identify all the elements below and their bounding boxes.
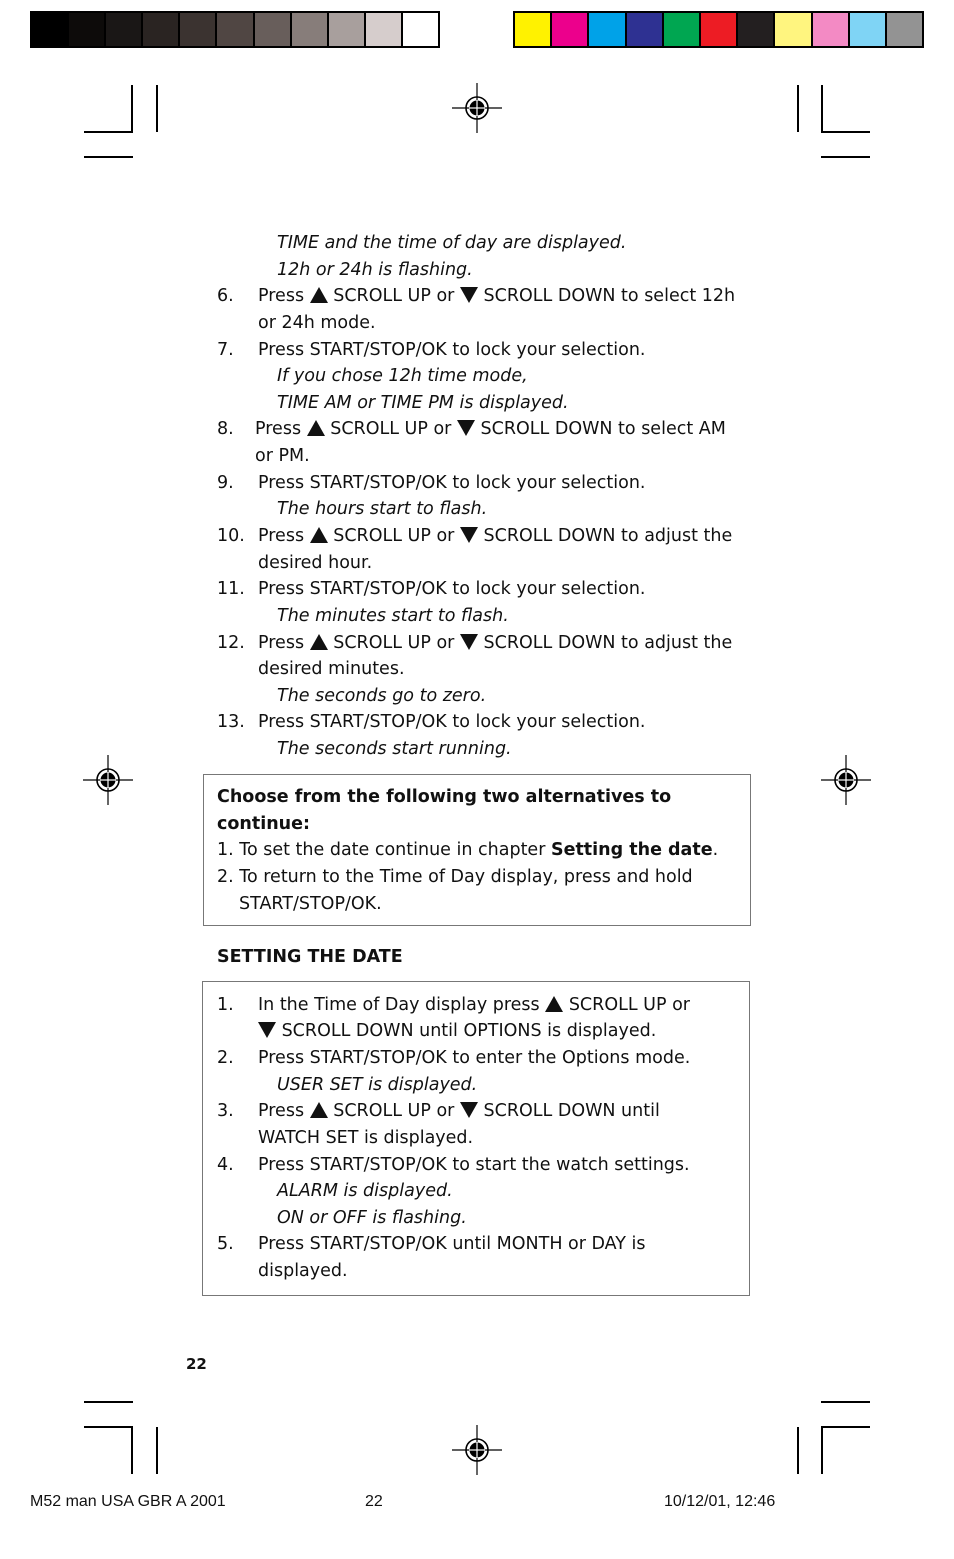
registration-mark-top-icon — [452, 83, 502, 133]
triangle-down-icon — [460, 1102, 478, 1118]
step-number: 10. — [217, 526, 245, 546]
date-step-text: Press SCROLL UP or SCROLL DOWN until — [258, 1101, 660, 1121]
step-note: The hours start to flash. — [277, 499, 488, 519]
gray-swatch-1 — [32, 13, 67, 46]
alternatives-heading-continued: continue: — [217, 814, 311, 834]
step-note: If you chose 12h time mode, — [277, 366, 528, 386]
color-swatch-5 — [662, 13, 699, 46]
gray-swatch-5 — [178, 13, 215, 46]
registration-mark-right-icon — [821, 755, 871, 805]
color-calibration-bar — [513, 11, 924, 48]
gray-swatch-6 — [215, 13, 252, 46]
chapter-link-text: Setting the date — [550, 840, 713, 860]
step-number: 7. — [217, 340, 234, 360]
step-text: Press SCROLL UP or SCROLL DOWN to adjust the — [258, 633, 733, 653]
date-step-number: 2. — [217, 1048, 234, 1068]
step-number: 12. — [217, 633, 245, 653]
step-text: Press START/STOP/OK to lock your selection. — [258, 712, 646, 732]
step-number: 11. — [217, 579, 245, 599]
date-step-note: USER SET is displayed. — [277, 1075, 478, 1095]
intro-note-2: 12h or 24h is flashing. — [277, 260, 473, 280]
step-note: The seconds start running. — [277, 739, 512, 759]
color-swatch-9 — [811, 13, 848, 46]
step-text-continued: desired minutes. — [258, 659, 405, 679]
color-swatch-4 — [625, 13, 662, 46]
date-step-text: Press START/STOP/OK to start the watch settings. — [258, 1155, 690, 1175]
footer-timestamp: 10/12/01, 12:46 — [664, 1493, 776, 1510]
step-text: Press SCROLL UP or SCROLL DOWN to select 12h — [258, 286, 736, 306]
gray-swatch-3 — [104, 13, 141, 46]
step-note: The seconds go to zero. — [277, 686, 487, 706]
gray-swatch-9 — [327, 13, 364, 46]
intro-note-1: TIME and the time of day are displayed. — [277, 233, 627, 253]
step-text: Press SCROLL UP or SCROLL DOWN to select AM — [255, 419, 726, 439]
gray-swatch-2 — [67, 13, 104, 46]
date-step-number: 3. — [217, 1101, 234, 1121]
color-swatch-3 — [587, 13, 624, 46]
date-step-note: ON or OFF is flashing. — [277, 1208, 467, 1228]
triangle-down-icon — [460, 287, 478, 303]
step-text-continued: or 24h mode. — [258, 313, 376, 333]
step-number: 13. — [217, 712, 245, 732]
step-text: Press SCROLL UP or SCROLL DOWN to adjust the — [258, 526, 733, 546]
step-number: 8. — [217, 419, 234, 439]
alternatives-heading: Choose from the following two alternatives to — [217, 787, 672, 807]
step-text: Press START/STOP/OK to lock your selection. — [258, 473, 646, 493]
step-note: The minutes start to flash. — [277, 606, 509, 626]
gray-swatch-10 — [364, 13, 401, 46]
color-swatch-1 — [515, 13, 550, 46]
triangle-down-icon — [258, 1022, 276, 1038]
gray-swatch-8 — [290, 13, 327, 46]
date-step-text: Press START/STOP/OK until MONTH or DAY is — [258, 1234, 646, 1254]
triangle-up-icon — [310, 634, 328, 650]
date-step-text-continued: WATCH SET is displayed. — [258, 1128, 474, 1148]
footer-filename: M52 man USA GBR A 2001 — [30, 1493, 226, 1510]
color-swatch-8 — [773, 13, 810, 46]
step-number: 6. — [217, 286, 234, 306]
triangle-down-icon — [460, 527, 478, 543]
triangle-up-icon — [310, 527, 328, 543]
triangle-up-icon — [310, 1102, 328, 1118]
color-swatch-6 — [699, 13, 736, 46]
date-step-text-continued: SCROLL DOWN until OPTIONS is displayed. — [258, 1020, 656, 1042]
alternative-option-2-continued: START/STOP/OK. — [239, 894, 382, 914]
triangle-up-icon — [310, 287, 328, 303]
footer-page: 22 — [365, 1493, 383, 1510]
page-number: 22 — [186, 1355, 207, 1373]
date-step-number: 1. — [217, 995, 234, 1015]
date-step-note: ALARM is displayed. — [277, 1181, 453, 1201]
triangle-down-icon — [460, 634, 478, 650]
step-text: Press START/STOP/OK to lock your selection. — [258, 340, 646, 360]
step-text: Press START/STOP/OK to lock your selection. — [258, 579, 646, 599]
registration-mark-left-icon — [83, 755, 133, 805]
gray-swatch-11 — [401, 13, 438, 46]
section-heading: SETTING THE DATE — [217, 947, 403, 967]
registration-mark-bottom-icon — [452, 1425, 502, 1475]
date-step-text: Press START/STOP/OK to enter the Options mode. — [258, 1048, 691, 1068]
gray-swatch-7 — [253, 13, 290, 46]
triangle-up-icon — [307, 420, 325, 436]
step-text-continued: or PM. — [255, 446, 310, 466]
color-swatch-10 — [848, 13, 885, 46]
gray-swatch-4 — [141, 13, 178, 46]
color-swatch-7 — [736, 13, 773, 46]
alternative-option-2: 2. To return to the Time of Day display, press and hold — [217, 867, 693, 887]
date-step-number: 4. — [217, 1155, 234, 1175]
date-step-text-continued: displayed. — [258, 1261, 348, 1281]
date-step-number: 5. — [217, 1234, 234, 1254]
step-number: 9. — [217, 473, 234, 493]
alternative-option-1: 1. To set the date continue in chapter Setting the date. — [217, 840, 719, 860]
step-text-continued: desired hour. — [258, 553, 373, 573]
date-step-text: In the Time of Day display press SCROLL UP or — [258, 995, 690, 1015]
color-swatch-2 — [550, 13, 587, 46]
triangle-up-icon — [545, 996, 563, 1012]
color-swatch-11 — [885, 13, 922, 46]
step-note: TIME AM or TIME PM is displayed. — [277, 393, 569, 413]
triangle-down-icon — [457, 420, 475, 436]
grayscale-calibration-bar — [30, 11, 440, 48]
